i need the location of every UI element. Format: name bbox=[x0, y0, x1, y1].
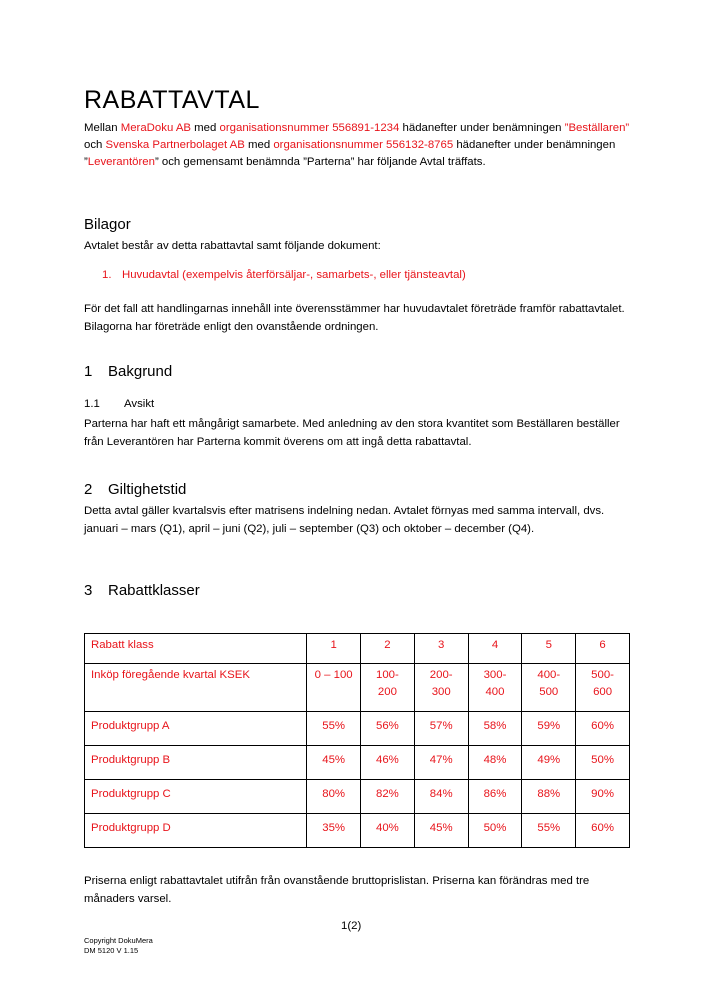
discount-cell: 90% bbox=[576, 780, 630, 814]
discount-cell: 56% bbox=[361, 712, 415, 746]
section-number: 1.1 bbox=[84, 398, 100, 410]
intro-text: och bbox=[84, 139, 106, 151]
class-cell: 1 bbox=[307, 634, 361, 664]
discount-cell: 60% bbox=[576, 712, 630, 746]
discount-cell: 88% bbox=[522, 780, 576, 814]
discount-cell: 55% bbox=[307, 712, 361, 746]
table-row-group-a bbox=[85, 712, 630, 746]
page-number: 1(2) bbox=[341, 920, 362, 932]
section-title: Rabattklasser bbox=[108, 582, 200, 599]
section-title: Bakgrund bbox=[108, 363, 173, 380]
discount-cell: 59% bbox=[522, 712, 576, 746]
discount-cell: 40% bbox=[361, 814, 415, 848]
footer-copyright: Copyright DokuMera bbox=[84, 936, 153, 945]
intro-text: hädanefter under benämningen ” bbox=[84, 139, 616, 168]
discount-cell: 45% bbox=[307, 746, 361, 780]
inkop-cell: 400- 500 bbox=[522, 664, 576, 712]
discount-cell: 49% bbox=[522, 746, 576, 780]
table-row-group-d bbox=[85, 814, 630, 848]
class-cell: 4 bbox=[468, 634, 522, 664]
inkop-cell: 200- 300 bbox=[414, 664, 468, 712]
group-label: Produktgrupp B bbox=[85, 746, 307, 780]
inkop-cell: 100- 200 bbox=[361, 664, 415, 712]
supplier-alias: Leverantören bbox=[87, 156, 155, 168]
table-header-label: Rabatt klass bbox=[85, 634, 307, 664]
discount-cell: 58% bbox=[468, 712, 522, 746]
list-number: 1. bbox=[102, 269, 112, 281]
footer-docid: DM 5120 V 1.15 bbox=[84, 946, 139, 955]
inkop-cell: 0 – 100 bbox=[307, 664, 361, 712]
bilagor-intro: Avtalet består av detta rabattavtal samt följande dokument: bbox=[84, 240, 381, 252]
bilagor-precedence: För det fall att handlingarnas innehåll inte överensstämmer har huvudavtalet företräde framför rabattavtalet. Bilagorna har företräde enligt den ovanstående ordningen. bbox=[84, 303, 625, 333]
discount-cell: 47% bbox=[414, 746, 468, 780]
table-row-group-c bbox=[85, 780, 630, 814]
discount-cell: 50% bbox=[576, 746, 630, 780]
group-label: Produktgrupp D bbox=[85, 814, 307, 848]
discount-cell: 45% bbox=[414, 814, 468, 848]
discount-cell: 57% bbox=[414, 712, 468, 746]
inkop-label: Inköp föregående kvartal KSEK bbox=[85, 664, 307, 712]
class-cell: 2 bbox=[361, 634, 415, 664]
group-label: Produktgrupp C bbox=[85, 780, 307, 814]
discount-cell: 48% bbox=[468, 746, 522, 780]
section-number: 1 bbox=[84, 363, 93, 380]
intro-paragraph bbox=[84, 120, 632, 171]
intro-text: med bbox=[244, 139, 274, 151]
section-1-1-body: Parterna har haft ett mångårigt samarbete. Med anledning av den stora kvantitet som Beställaren beställer från Leverantören har Parterna kommit överens om att ingå detta rabattavtal. bbox=[84, 418, 620, 448]
buyer-orgnr: organisationsnummer 556891-1234 bbox=[219, 122, 400, 134]
section-title: Avsikt bbox=[124, 398, 155, 410]
document-title: RABATTAVTAL bbox=[84, 86, 260, 114]
discount-cell: 55% bbox=[522, 814, 576, 848]
discount-cell: 80% bbox=[307, 780, 361, 814]
intro-text: hädanefter under benämningen bbox=[399, 122, 565, 134]
discount-cell: 86% bbox=[468, 780, 522, 814]
section-number: 2 bbox=[84, 481, 93, 498]
discount-cell: 60% bbox=[576, 814, 630, 848]
inkop-cell: 300- 400 bbox=[468, 664, 522, 712]
supplier-company: Svenska Partnerbolaget AB bbox=[105, 139, 245, 151]
section-title: Giltighetstid bbox=[108, 481, 187, 498]
buyer-company: MeraDoku AB bbox=[120, 122, 192, 134]
table-row-inkop bbox=[85, 664, 630, 712]
table-row-group-b bbox=[85, 746, 630, 780]
section-2-body: Detta avtal gäller kvartalsvis efter matrisens indelning nedan. Avtalet förnyas med samma intervall, dvs. januari – mars (Q1), april – juni (Q2), juli – september (Q3) och oktober – december (Q4). bbox=[84, 505, 605, 535]
discount-cell: 35% bbox=[307, 814, 361, 848]
inkop-cell: 500- 600 bbox=[576, 664, 630, 712]
discount-cell: 82% bbox=[361, 780, 415, 814]
discount-cell: 46% bbox=[361, 746, 415, 780]
intro-text: ” och gemensamt benämnda ”Parterna” har följande Avtal träffats. bbox=[154, 156, 486, 168]
class-cell: 3 bbox=[414, 634, 468, 664]
list-text: Huvudavtal (exempelvis återförsäljar-, samarbets-, eller tjänsteavtal) bbox=[122, 269, 466, 281]
supplier-orgnr: organisationsnummer 556132-8765 bbox=[273, 139, 454, 151]
section-2-heading bbox=[84, 481, 186, 498]
closing-paragraph: Priserna enligt rabattavtalet utifrån från ovanstående bruttoprislistan. Priserna kan förändras med tre månaders varsel. bbox=[84, 875, 590, 905]
table-header-row bbox=[85, 634, 630, 664]
class-cell: 6 bbox=[576, 634, 630, 664]
page-footer bbox=[84, 936, 153, 956]
section-3-heading bbox=[84, 582, 200, 599]
section-1-heading bbox=[84, 363, 172, 380]
group-label: Produktgrupp A bbox=[85, 712, 307, 746]
intro-text: med bbox=[191, 122, 220, 134]
discount-cell: 84% bbox=[414, 780, 468, 814]
buyer-alias: ”Beställaren” bbox=[564, 122, 630, 134]
section-1-1-heading bbox=[84, 398, 154, 410]
bilagor-heading: Bilagor bbox=[84, 216, 131, 233]
bilagor-list-item bbox=[102, 269, 466, 281]
intro-text: Mellan bbox=[84, 122, 121, 134]
class-cell: 5 bbox=[522, 634, 576, 664]
section-number: 3 bbox=[84, 582, 93, 599]
rabatt-table bbox=[84, 633, 630, 848]
discount-cell: 50% bbox=[468, 814, 522, 848]
